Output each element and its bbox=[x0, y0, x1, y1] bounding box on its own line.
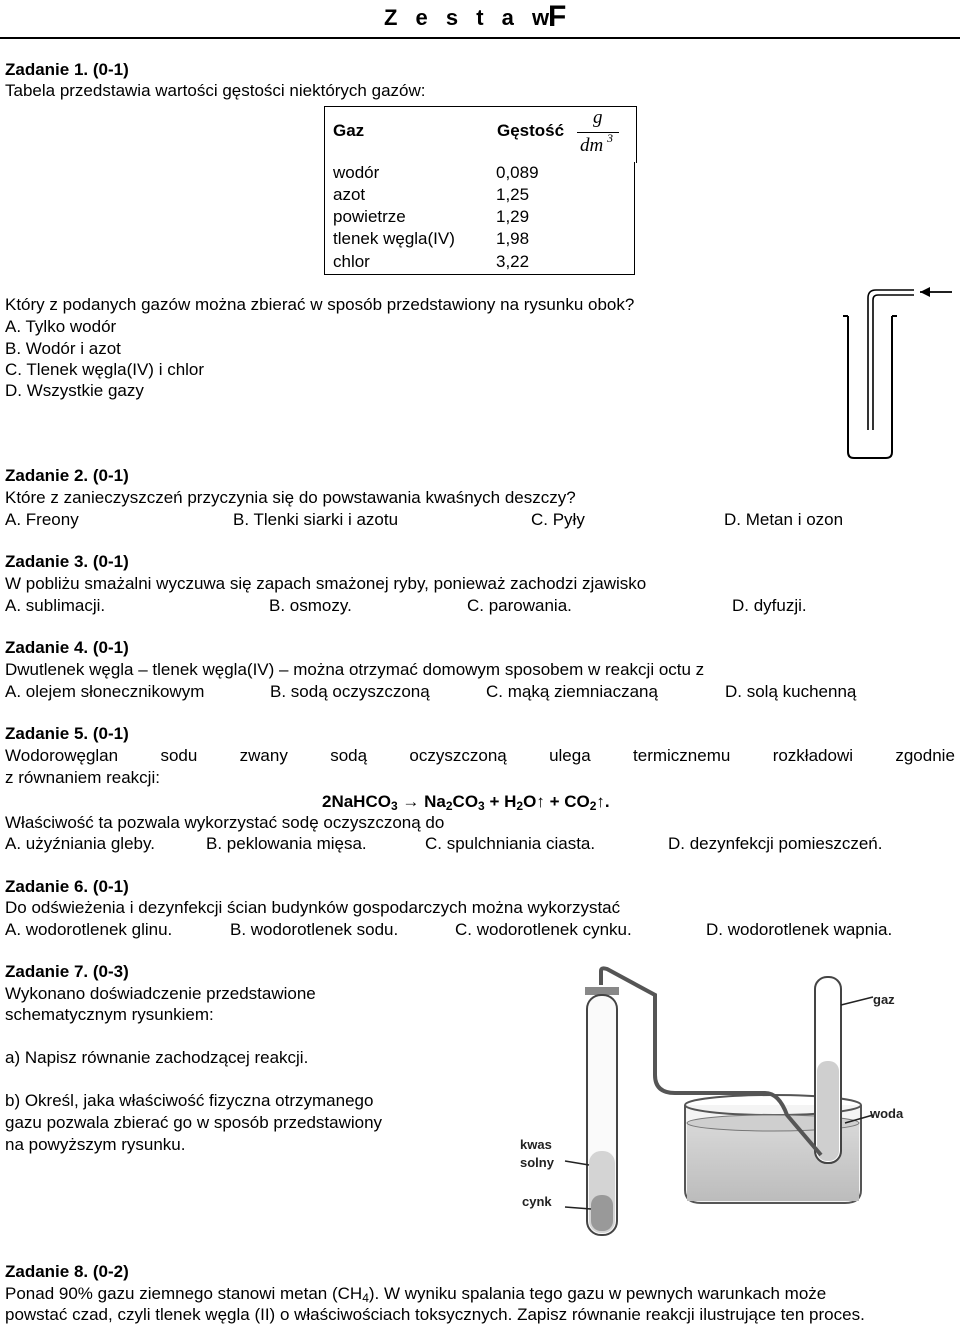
col-density-header: Gęstość bbox=[497, 121, 565, 140]
word: termicznemu bbox=[633, 746, 731, 765]
task4-option-b: B. sodą oczyszczoną bbox=[270, 682, 430, 701]
table-row bbox=[325, 184, 635, 206]
density-cell: 0,089 bbox=[496, 163, 539, 182]
task7-intro-line2: schematycznym rysunkiem: bbox=[5, 1005, 214, 1024]
eq-part: . bbox=[604, 792, 610, 811]
word: Wodorowęglan bbox=[5, 746, 119, 765]
table-row bbox=[325, 250, 635, 275]
header-rule bbox=[0, 37, 960, 39]
task5-option-c: C. spulchniania ciasta. bbox=[425, 834, 596, 853]
col-gas-header: Gaz bbox=[333, 121, 365, 140]
eq-part: 2NaHCO bbox=[322, 792, 391, 811]
task5-option-a: A. użyźniania gleby. bbox=[5, 834, 155, 853]
unit-denominator: dm bbox=[580, 135, 604, 156]
density-table-header bbox=[324, 106, 637, 163]
gas-cell: tlenek węgla(IV) bbox=[333, 229, 455, 248]
task5-option-b: B. peklowania mięsa. bbox=[206, 834, 367, 853]
gas-collection-tube-figure bbox=[840, 282, 960, 462]
task8-subscript: 4 bbox=[362, 1291, 369, 1305]
density-cell: 1,25 bbox=[496, 185, 530, 204]
task5-line1 bbox=[5, 746, 955, 766]
task3-option-d: D. dyfuzji. bbox=[732, 596, 807, 615]
table-row bbox=[325, 228, 635, 250]
gas-cell: wodór bbox=[333, 163, 380, 182]
word: sodu bbox=[160, 746, 198, 765]
task8-line2: powstać czad, czyli tlenek węgla (II) o właściwościach toksycznych. Zapisz równanie reakcji ilustrujące ten proces. bbox=[5, 1305, 865, 1324]
task4-question: Dwutlenek węgla – tlenek węgla(IV) – można otrzymać domowym sposobem w reakcji octu z bbox=[5, 660, 705, 679]
reaction-arrow-icon: → bbox=[402, 792, 420, 811]
task6-question: Do odświeżenia i dezynfekcji ścian budynków gospodarczych można wykorzystać bbox=[5, 898, 621, 917]
eq-part: O bbox=[523, 792, 537, 811]
task7-part-b-line2: gazu pozwala zbierać go w sposób przedstawiony bbox=[5, 1113, 383, 1132]
task8-text: ). W wyniku spalania tego gazu w pewnych warunkach może bbox=[368, 1284, 827, 1303]
task2-heading: Zadanie 2. (0-1) bbox=[5, 466, 129, 485]
label-zinc: cynk bbox=[522, 1194, 552, 1209]
task8-heading: Zadanie 8. (0-2) bbox=[5, 1262, 129, 1281]
word: zwany bbox=[239, 746, 288, 765]
table-row bbox=[325, 162, 635, 184]
task2-option-c: C. Pyły bbox=[531, 510, 585, 529]
task2-option-b: B. Tlenki siarki i azotu bbox=[233, 510, 399, 529]
task1-heading: Zadanie 1. (0-1) bbox=[5, 60, 129, 79]
task2-question: Które z zanieczyszczeń przyczynia się do powstawania kwaśnych deszczy? bbox=[5, 488, 576, 507]
label-salty: solny bbox=[520, 1155, 554, 1170]
task1-intro: Tabela przedstawia wartości gęstości niektórych gazów: bbox=[5, 81, 426, 100]
gas-up-arrow-icon: ↑ bbox=[596, 792, 605, 811]
task4-option-a: A. olejem słonecznikowym bbox=[5, 682, 205, 701]
task4-option-c: C. mąką ziemniaczaną bbox=[486, 682, 658, 701]
set-title: Z e s t a w bbox=[384, 5, 556, 30]
word: rozkładowi bbox=[772, 746, 853, 765]
task5-line2: z równaniem reakcji: bbox=[5, 768, 160, 787]
task5-option-d: D. dezynfekcji pomieszczeń. bbox=[668, 834, 883, 853]
task1-option-a: A. Tylko wodór bbox=[5, 317, 117, 336]
density-cell: 3,22 bbox=[496, 252, 530, 271]
set-letter: F bbox=[548, 0, 567, 33]
task1-option-c: C. Tlenek węgla(IV) i chlor bbox=[5, 360, 205, 379]
gas-cell: chlor bbox=[333, 252, 370, 271]
eq-subscript: 3 bbox=[478, 799, 485, 813]
hydrogen-experiment-figure bbox=[515, 965, 945, 1245]
gas-cell: azot bbox=[333, 185, 366, 204]
eq-part: Na bbox=[424, 792, 446, 811]
unit-exponent: 3 bbox=[607, 131, 613, 145]
task7-part-b-line1: b) Określ, jaka właściwość fizyczna otrzymanego bbox=[5, 1091, 374, 1110]
eq-subscript: 2 bbox=[589, 799, 597, 813]
task1-option-b: B. Wodór i azot bbox=[5, 339, 121, 358]
task7-intro-line1: Wykonano doświadczenie przedstawione bbox=[5, 984, 316, 1003]
task3-option-c: C. parowania. bbox=[467, 596, 572, 615]
task2-option-a: A. Freony bbox=[5, 510, 79, 529]
eq-subscript: 2 bbox=[516, 799, 524, 813]
task6-heading: Zadanie 6. (0-1) bbox=[5, 877, 129, 896]
task3-option-a: A. sublimacji. bbox=[5, 596, 106, 615]
word: zgodnie bbox=[895, 746, 955, 765]
word: ulega bbox=[549, 746, 591, 765]
task3-heading: Zadanie 3. (0-1) bbox=[5, 552, 129, 571]
task7-heading: Zadanie 7. (0-3) bbox=[5, 962, 129, 981]
table-row bbox=[325, 206, 635, 228]
task1-question: Który z podanych gazów można zbierać w sposób przedstawiony na rysunku obok? bbox=[5, 295, 635, 314]
task1-option-d: D. Wszystkie gazy bbox=[5, 381, 144, 400]
word: sodą bbox=[330, 746, 368, 765]
task2-option-d: D. Metan i ozon bbox=[724, 510, 844, 529]
label-gas: gaz bbox=[873, 992, 895, 1007]
eq-subscript: 2 bbox=[445, 799, 453, 813]
task4-option-d: D. solą kuchenną bbox=[725, 682, 857, 701]
density-cell: 1,98 bbox=[496, 229, 530, 248]
task4-heading: Zadanie 4. (0-1) bbox=[5, 638, 129, 657]
task7-part-a: a) Napisz równanie zachodzącej reakcji. bbox=[5, 1048, 309, 1067]
label-acid: kwas bbox=[520, 1137, 552, 1152]
eq-part: + H bbox=[489, 792, 517, 811]
task6-option-c: C. wodorotlenek cynku. bbox=[455, 920, 632, 939]
task3-question: W pobliżu smażalni wyczuwa się zapach smażonej ryby, ponieważ zachodzi zjawisko bbox=[5, 574, 647, 593]
task8-text: Ponad 90% gazu ziemnego stanowi metan (CH bbox=[5, 1284, 363, 1303]
task3-option-b: B. osmozy. bbox=[269, 596, 352, 615]
task6-option-a: A. wodorotlenek glinu. bbox=[5, 920, 173, 939]
eq-part: CO bbox=[452, 792, 479, 811]
task6-option-b: B. wodorotlenek sodu. bbox=[230, 920, 399, 939]
gas-cell: powietrze bbox=[333, 207, 406, 226]
eq-subscript: 3 bbox=[390, 799, 398, 813]
task5-question: Właściwość ta pozwala wykorzystać sodę oczyszczoną do bbox=[5, 813, 445, 832]
density-cell: 1,29 bbox=[496, 207, 530, 226]
gas-up-arrow-icon: ↑ bbox=[536, 792, 545, 811]
task7-part-b-line3: na powyższym rysunku. bbox=[5, 1135, 186, 1154]
word: oczyszczoną bbox=[409, 746, 507, 765]
task5-heading: Zadanie 5. (0-1) bbox=[5, 724, 129, 743]
unit-numerator: g bbox=[593, 107, 603, 128]
eq-part: + CO bbox=[549, 792, 590, 811]
task6-option-d: D. wodorotlenek wapnia. bbox=[706, 920, 893, 939]
label-water: woda bbox=[870, 1106, 904, 1121]
density-table bbox=[324, 162, 635, 275]
